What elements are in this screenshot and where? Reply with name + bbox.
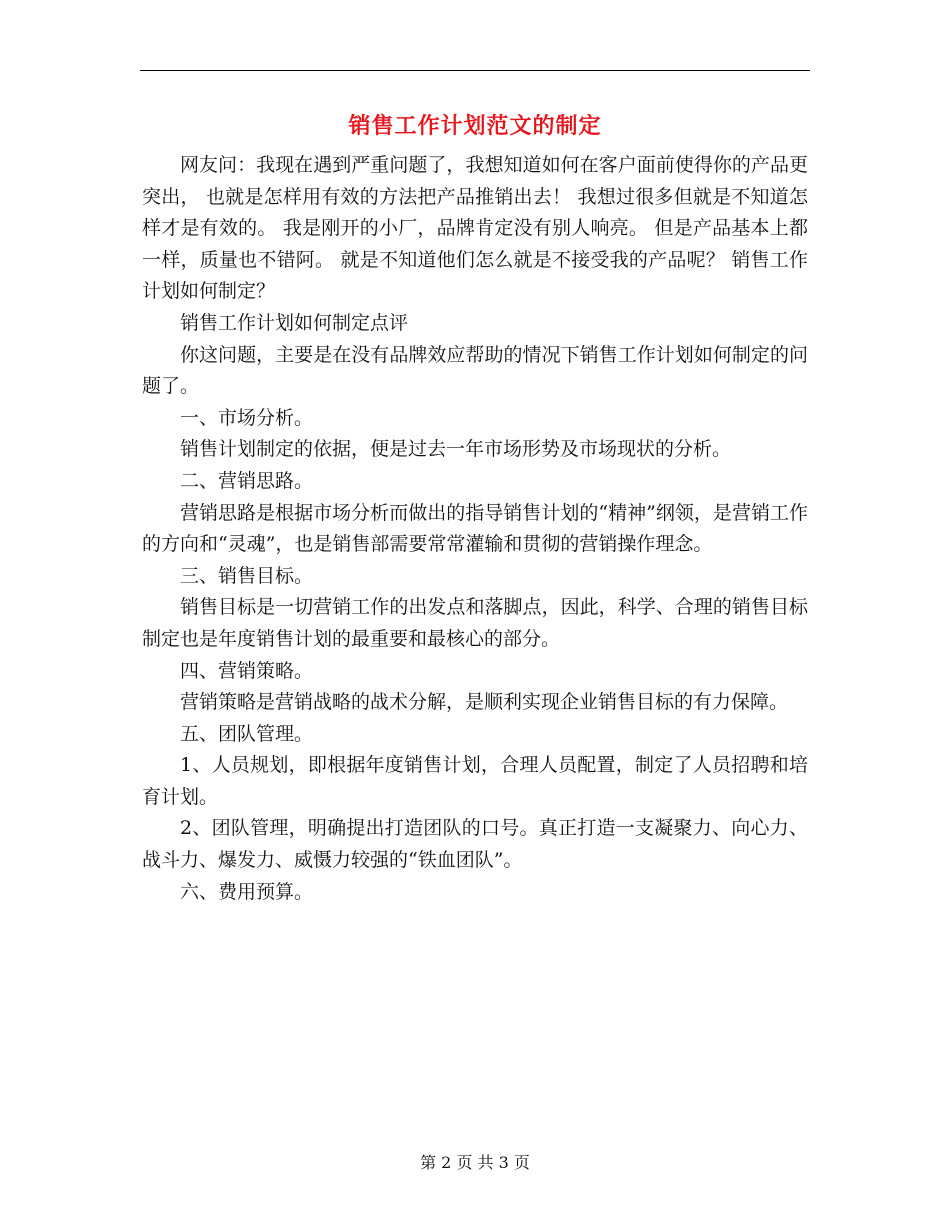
section-heading-budget: 六、费用预算。 [180, 880, 314, 903]
header-rule [140, 70, 810, 71]
section-heading-team-management: 五、团队管理。 [180, 722, 314, 745]
section-heading-marketing-strategy: 四、营销策略。 [180, 659, 314, 682]
paragraph-question: 网友问：我现在遇到严重问题了，我想知道如何在客户面前使得你的产品更突出， 也就是怎样用有效的方法把产品推销出去！ 我想过很多但就是不知道怎样才是有效的。 我是刚开的小厂，品牌肯定没有别人响亮。 但是产品基本上都一样，质量也不错阿。 就是不知道他们怎么就是不接受我的产品呢？ 销售工作计划如何制定？ [142, 154, 808, 303]
paragraph-marketing-ideas: 营销思路是根据市场分析而做出的指导销售计划的“精神”纲领，是营销工作的方向和“灵魂”，也是销售部需要常常灌输和贯彻的营销操作理念。 [142, 501, 808, 556]
paragraph-staff-planning: 1、人员规划，即根据年度销售计划，合理人员配置，制定了人员招聘和培育计划。 [142, 754, 808, 808]
section-heading-marketing-ideas: 二、营销思路。 [180, 469, 314, 492]
section-heading-market-analysis: 一、市场分析。 [180, 406, 314, 429]
paragraph-market-analysis: 销售计划制定的依据，便是过去一年市场形势及市场现状的分析。 [180, 438, 732, 461]
section-heading-sales-target: 三、销售目标。 [180, 564, 314, 587]
document-title: 销售工作计划范文的制定 [348, 113, 602, 139]
page-number: 第 2 页 共 3 页 [420, 1153, 530, 1172]
paragraph-comment: 你这问题，主要是在没有品牌效应帮助的情况下销售工作计划如何制定的问题了。 [142, 343, 808, 398]
document-body [142, 150, 808, 908]
paragraph-comment-heading: 销售工作计划如何制定点评 [180, 311, 409, 334]
paragraph-sales-target: 销售目标是一切营销工作的出发点和落脚点，因此，科学、合理的销售目标制定也是年度销售计划的最重要和最核心的部分。 [142, 596, 808, 650]
paragraph-team-management: 2、团队管理，明确提出打造团队的口号。真正打造一支凝聚力、向心力、战斗力、爆发力、威慑力较强的“铁血团队”。 [142, 817, 808, 872]
paragraph-marketing-strategy: 营销策略是营销战略的战术分解，是顺利实现企业销售目标的有力保障。 [180, 691, 789, 714]
page-footer [0, 1151, 950, 1175]
